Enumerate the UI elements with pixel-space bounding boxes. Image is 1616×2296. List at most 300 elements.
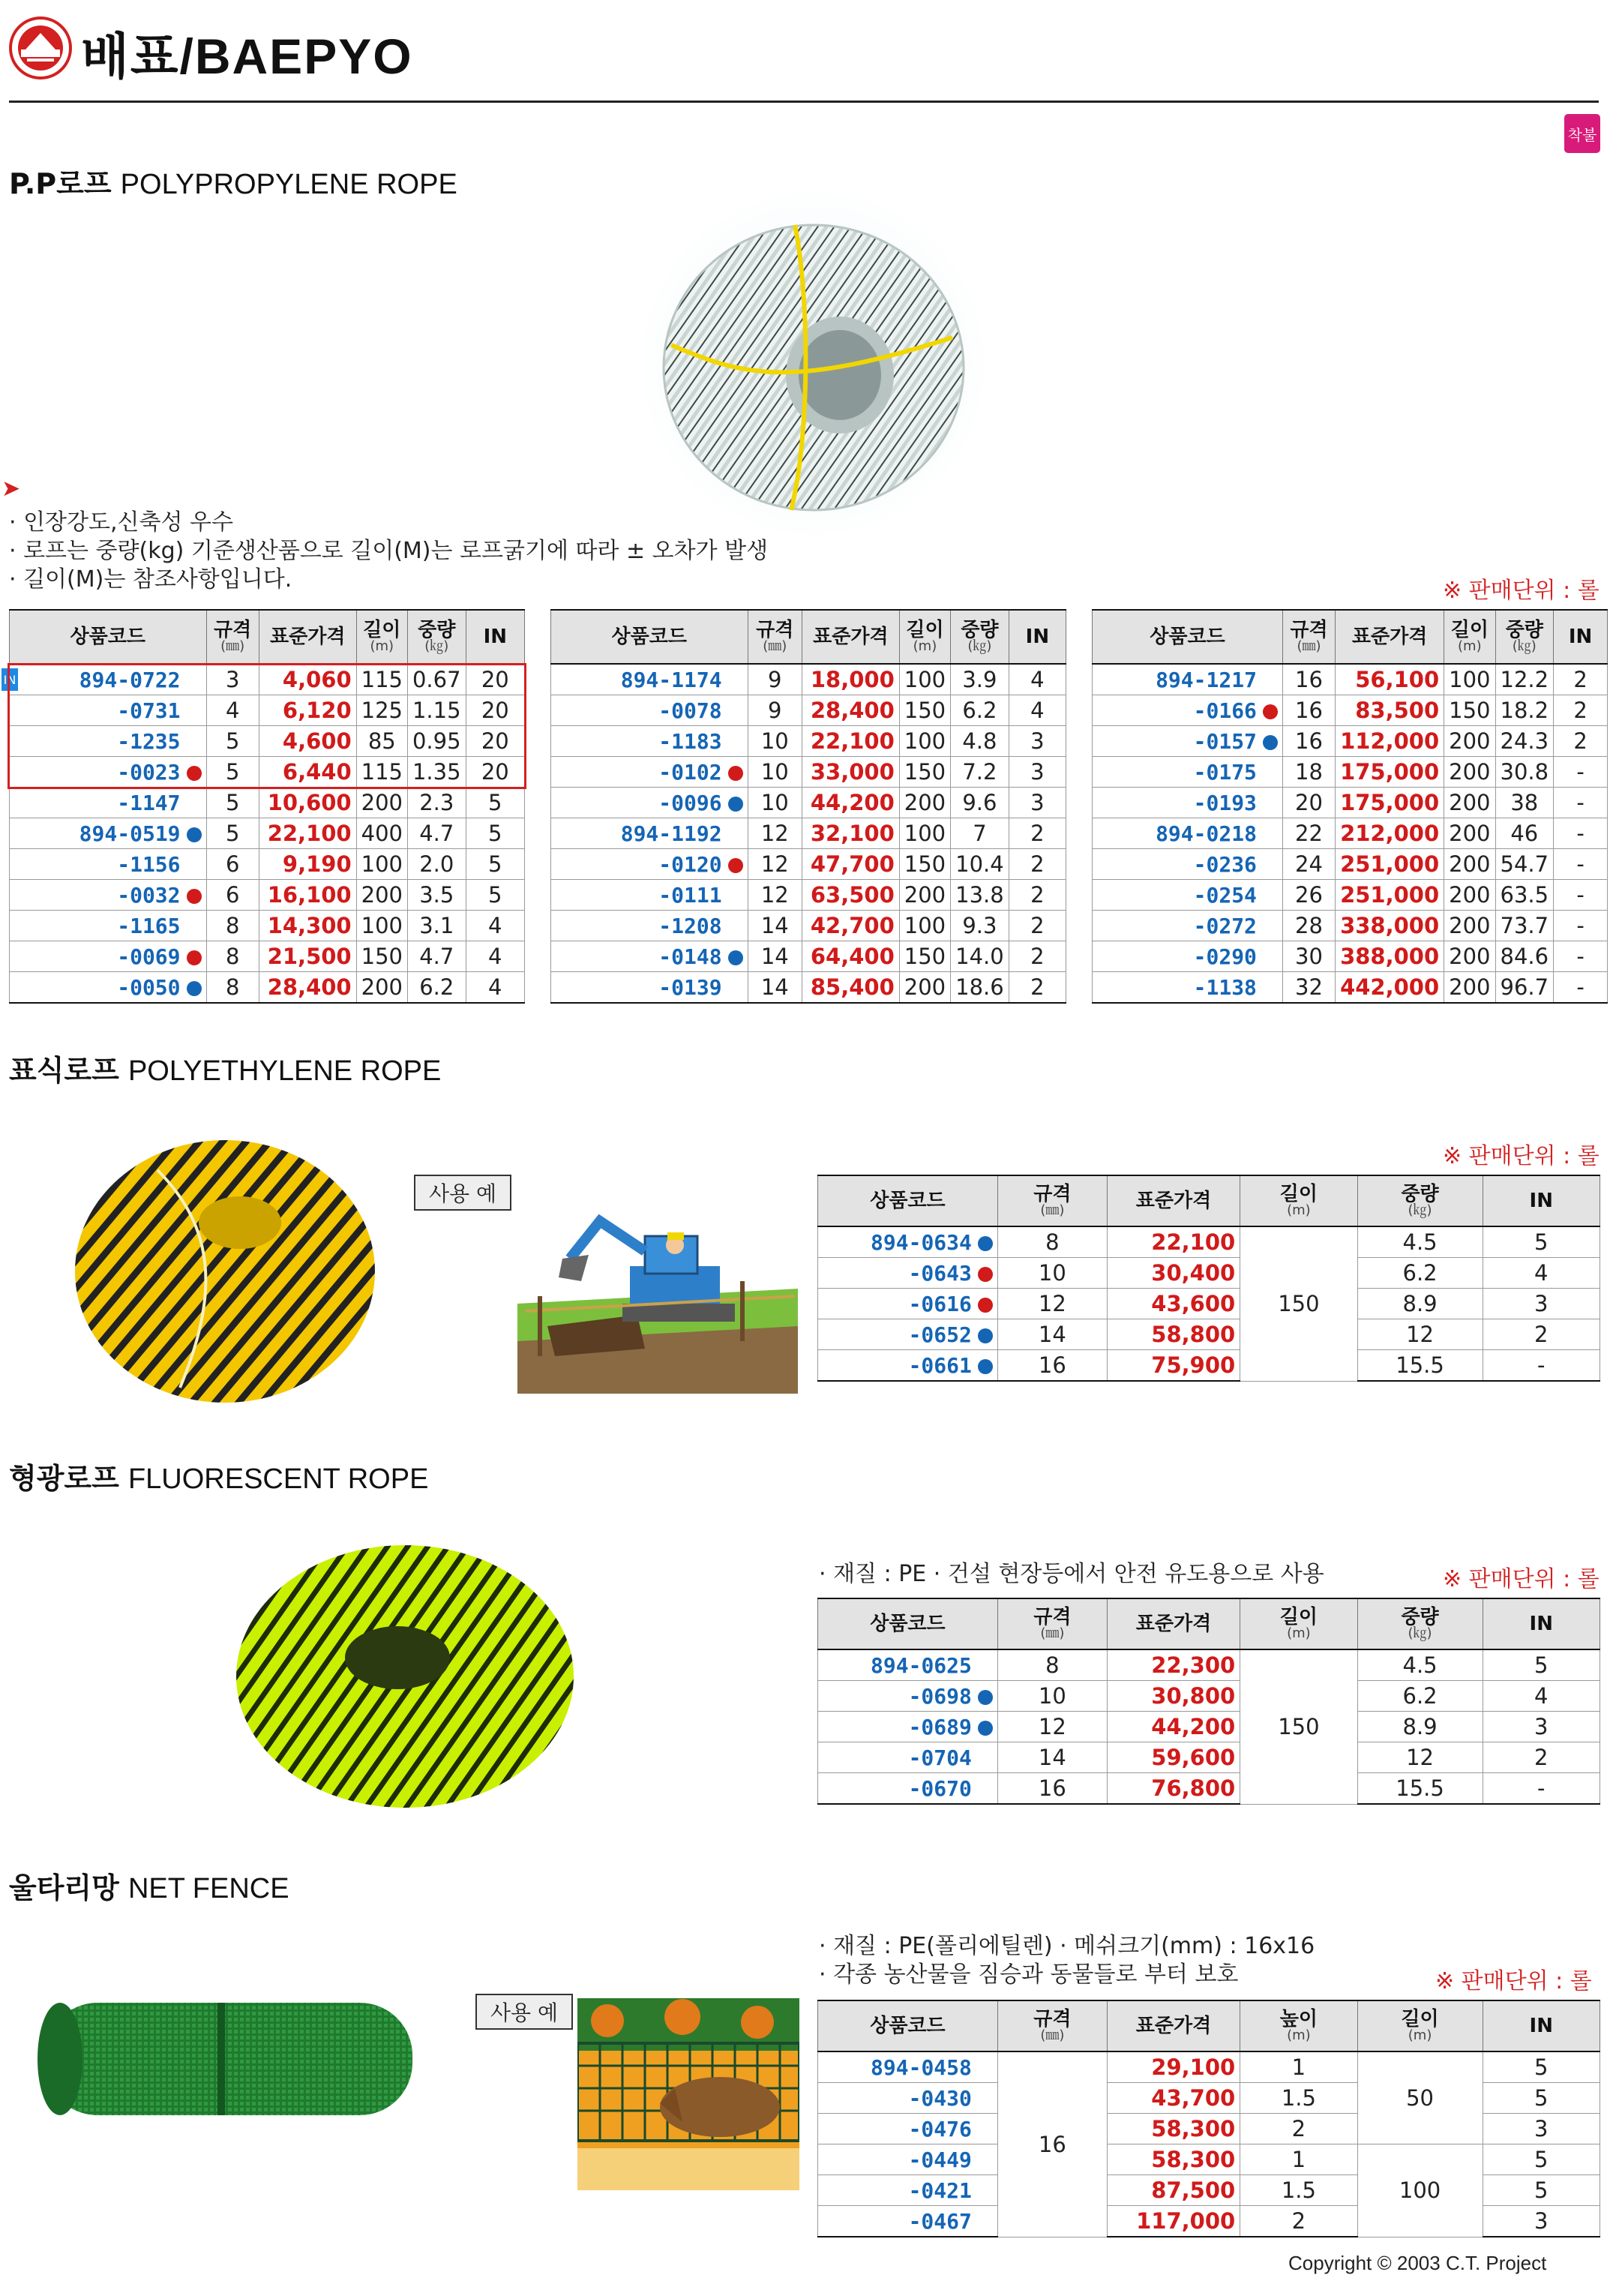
product-code-text: -0670	[908, 1775, 972, 1801]
sales-unit-label: ※ 판매단위 : 롤	[1443, 1566, 1600, 1592]
price-cell: 22,300	[1107, 1649, 1240, 1681]
table-row	[551, 726, 1066, 757]
section-title-kr: 표식로프	[9, 1054, 119, 1087]
spec-cell: 3	[206, 664, 259, 695]
table-row	[1093, 849, 1608, 880]
weight-cell: 18.2	[1495, 695, 1554, 726]
table-row	[818, 1319, 1600, 1350]
no-dot	[978, 1659, 993, 1674]
product-code-text: -0120	[658, 851, 722, 877]
spec-cell: 20	[1282, 788, 1335, 818]
in-cell: -	[1554, 972, 1608, 1004]
weight-cell: 2.0	[407, 849, 466, 880]
table-row	[10, 788, 525, 818]
spec-cell: 10	[748, 757, 802, 788]
product-code	[818, 1649, 998, 1681]
product-code-text: -0272	[1193, 913, 1257, 938]
blue-dot-icon	[978, 1328, 993, 1343]
product-code	[551, 941, 748, 972]
in-cell: 4	[1483, 1681, 1600, 1712]
header-code: 상품코드	[818, 2000, 998, 2051]
price-cell: 338,000	[1336, 911, 1444, 941]
fluo-rope-photo	[225, 1515, 585, 1830]
in-cell: -	[1554, 880, 1608, 911]
spec-cell: 6	[206, 880, 259, 911]
header-price: 표준가격	[802, 610, 899, 664]
spec-cell: 5	[206, 788, 259, 818]
price-cell: 175,000	[1336, 788, 1444, 818]
header-divider	[9, 101, 1599, 103]
header-in: IN	[1483, 2000, 1600, 2051]
spec-cell: 24	[1282, 849, 1335, 880]
weight-cell: 54.7	[1495, 849, 1554, 880]
price-cell: 33,000	[802, 757, 899, 788]
spec-cell: 10	[997, 1258, 1107, 1289]
weight-cell: 15.5	[1357, 1773, 1483, 1805]
header-weight: 중량 (㎏)	[1357, 1175, 1483, 1226]
product-code	[1093, 695, 1283, 726]
length-cell: 150	[899, 695, 950, 726]
header-spec-unit: (㎜)	[1040, 2027, 1065, 2043]
weight-cell: 10.4	[951, 849, 1009, 880]
section-title-en: POLYPROPYLENE ROPE	[120, 169, 457, 200]
red-dot-icon	[1263, 704, 1278, 719]
header-weight: 중량 (㎏)	[1357, 1598, 1483, 1649]
blue-dot-icon	[728, 797, 743, 812]
spec-cell: 10	[748, 788, 802, 818]
no-dot	[1263, 827, 1278, 842]
price-cell: 442,000	[1336, 972, 1444, 1004]
product-code-text: -0661	[908, 1352, 972, 1378]
table-row	[10, 972, 525, 1004]
in-cell: 5	[1483, 2083, 1600, 2114]
no-dot	[728, 981, 743, 996]
weight-cell: 6.2	[1357, 1258, 1483, 1289]
in-cell: -	[1554, 941, 1608, 972]
spec-cell: 16	[1282, 695, 1335, 726]
section-title-en: NET FENCE	[127, 1873, 289, 1904]
header-price: 표준가격	[1107, 1598, 1240, 1649]
no-dot	[187, 858, 202, 873]
header-price: 표준가격	[1107, 2000, 1240, 2051]
header-spec: 규격 (㎜)	[206, 610, 259, 664]
header-in: IN	[1483, 1175, 1600, 1226]
product-code-text: 894-1217	[1156, 667, 1257, 692]
product-code-text: -0023	[117, 759, 181, 785]
sales-unit-label: ※ 판매단위 : 롤	[1443, 1143, 1600, 1169]
table-row	[1093, 911, 1608, 941]
header-length: 길이 (m)	[899, 610, 950, 664]
product-code-text: 894-0519	[79, 821, 181, 846]
note-line: · 로프는 중량(kg) 기준생산품으로 길이(M)는 로프굵기에 따라 ± 오차가 발생	[9, 538, 769, 564]
header-spec-unit: (㎜)	[1040, 1202, 1065, 1218]
section-title-en: POLYETHYLENE ROPE	[127, 1055, 442, 1087]
section-title-kr: P.P로프	[9, 167, 112, 200]
length-cell: 100	[1357, 2144, 1483, 2237]
weight-cell: 30.8	[1495, 757, 1554, 788]
length-cell: 115	[356, 757, 407, 788]
in-cell: 20	[466, 695, 524, 726]
header-weight-unit: (㎏)	[1512, 638, 1537, 654]
blue-dot-icon	[978, 1359, 993, 1374]
product-code-text: -0467	[908, 2208, 972, 2234]
spec-cell: 12	[997, 1289, 1107, 1319]
weight-cell: 3.9	[951, 664, 1009, 695]
header-price: 표준가격	[1107, 1175, 1240, 1226]
product-code-text: -0449	[908, 2147, 972, 2172]
in-cell: 3	[1483, 2206, 1600, 2237]
spec-cell: 12	[748, 849, 802, 880]
header-code: 상품코드	[551, 610, 748, 664]
product-code	[818, 1350, 998, 1382]
price-cell: 22,100	[802, 726, 899, 757]
product-code-text: -0731	[117, 698, 181, 723]
in-cell: 3	[1009, 726, 1066, 757]
section-title-kr: 울타리망	[9, 1871, 119, 1904]
header-length: 길이 (m)	[1357, 2000, 1483, 2051]
spec-cell: 22	[1282, 818, 1335, 849]
in-cell: 2	[1009, 941, 1066, 972]
spec-cell: 9	[748, 695, 802, 726]
height-cell: 2	[1240, 2206, 1357, 2237]
note-line: · 길이(M)는 참조사항입니다.	[9, 566, 292, 593]
header-spec-unit: (㎜)	[1040, 1625, 1065, 1641]
fluo-rope-table	[817, 1598, 1600, 1805]
height-cell: 1	[1240, 2144, 1357, 2175]
product-code	[1093, 788, 1283, 818]
no-dot	[1263, 797, 1278, 812]
weight-cell: 12	[1357, 1319, 1483, 1350]
length-cell: 200	[1444, 880, 1495, 911]
price-cell: 87,500	[1107, 2175, 1240, 2206]
product-code-text: 894-0625	[871, 1652, 972, 1678]
section-title-en: FLUORESCENT ROPE	[127, 1463, 429, 1495]
pp-rope-table-3	[1092, 609, 1608, 1004]
product-code-text: -1165	[117, 913, 181, 938]
no-dot	[1263, 950, 1278, 965]
product-code-text: -0175	[1193, 759, 1257, 785]
header-spec-unit: (㎜)	[220, 638, 245, 654]
in-cell: 5	[466, 880, 524, 911]
price-cell: 63,500	[802, 880, 899, 911]
length-cell: 200	[356, 880, 407, 911]
example-label: 사용 예	[414, 1175, 511, 1211]
no-dot	[978, 1751, 993, 1766]
length-cell: 125	[356, 695, 407, 726]
product-code	[818, 1258, 998, 1289]
table-row	[551, 695, 1066, 726]
no-dot	[1263, 889, 1278, 904]
product-code	[551, 972, 748, 1004]
product-code	[818, 2206, 998, 2237]
length-cell: 100	[356, 911, 407, 941]
table-row	[551, 911, 1066, 941]
in-cell: -	[1554, 849, 1608, 880]
table-row	[1093, 880, 1608, 911]
spec-cell: 10	[997, 1681, 1107, 1712]
weight-cell: 38	[1495, 788, 1554, 818]
in-cell: 2	[1009, 818, 1066, 849]
weight-cell: 1.35	[407, 757, 466, 788]
no-dot	[978, 1782, 993, 1797]
spec-cell: 16	[1282, 664, 1335, 695]
spec-cell: 14	[748, 941, 802, 972]
header-length-unit: (m)	[1408, 2027, 1432, 2043]
product-code-text: -0616	[908, 1291, 972, 1316]
product-code	[818, 1742, 998, 1773]
no-dot	[1263, 766, 1278, 781]
price-cell: 58,300	[1107, 2144, 1240, 2175]
price-cell: 22,100	[1107, 1226, 1240, 1258]
product-code	[1093, 941, 1283, 972]
spec-cell: 16	[1282, 726, 1335, 757]
weight-cell: 46	[1495, 818, 1554, 849]
product-code-text: 894-0458	[871, 2054, 972, 2080]
no-dot	[1263, 981, 1278, 996]
table-row	[10, 849, 525, 880]
spec-cell: 8	[206, 972, 259, 1004]
table-row	[551, 849, 1066, 880]
header-length: 길이 (m)	[1444, 610, 1495, 664]
length-cell: 150	[1240, 1649, 1357, 1804]
height-cell: 1.5	[1240, 2175, 1357, 2206]
header-price: 표준가격	[1336, 610, 1444, 664]
net-fence-table	[817, 2000, 1600, 2237]
spec-cell: 6	[206, 849, 259, 880]
red-dot-icon	[187, 950, 202, 965]
length-cell: 100	[899, 911, 950, 941]
weight-cell: 84.6	[1495, 941, 1554, 972]
length-cell: 100	[899, 818, 950, 849]
table-header-row	[10, 610, 525, 664]
price-cell: 9,190	[259, 849, 356, 880]
arrow-marker: ➤	[1, 476, 21, 502]
length-cell: 200	[356, 788, 407, 818]
header-in: IN	[466, 610, 524, 664]
spec-cell: 9	[748, 664, 802, 695]
product-code	[818, 1681, 998, 1712]
pe-rope-table	[817, 1175, 1600, 1382]
no-dot	[1263, 858, 1278, 873]
length-cell: 200	[899, 788, 950, 818]
spec-cell: 5	[206, 818, 259, 849]
boar-illustration	[577, 1998, 799, 2190]
length-cell: 100	[899, 726, 950, 757]
weight-cell: 4.7	[407, 941, 466, 972]
in-cell: 3	[1483, 1289, 1600, 1319]
weight-cell: 12.2	[1495, 664, 1554, 695]
product-code-text: -0102	[658, 759, 722, 785]
header-spec: 규격 (㎜)	[997, 1175, 1107, 1226]
product-code	[1093, 911, 1283, 941]
no-dot	[728, 704, 743, 719]
length-cell: 200	[899, 880, 950, 911]
product-code	[818, 1319, 998, 1350]
price-cell: 14,300	[259, 911, 356, 941]
red-dot-icon	[187, 889, 202, 904]
blue-dot-icon	[728, 950, 743, 965]
no-dot	[728, 920, 743, 935]
product-code-text: -0032	[117, 882, 181, 908]
product-code	[551, 695, 748, 726]
table-row	[10, 818, 525, 849]
weight-cell: 13.8	[951, 880, 1009, 911]
product-code	[1093, 664, 1283, 695]
product-code-text: -1147	[117, 790, 181, 815]
length-cell: 50	[1357, 2051, 1483, 2144]
product-code-text: 894-0218	[1156, 821, 1257, 846]
no-dot	[1263, 674, 1278, 689]
red-dot-icon	[728, 858, 743, 873]
length-cell: 150	[899, 849, 950, 880]
product-code	[818, 2051, 998, 2083]
header-weight: 중량 (㎏)	[1495, 610, 1554, 664]
table-row	[551, 972, 1066, 1004]
weight-cell: 0.95	[407, 726, 466, 757]
length-cell: 200	[1444, 941, 1495, 972]
length-cell: 150	[899, 757, 950, 788]
product-code-text: 894-1192	[620, 821, 722, 846]
price-cell: 58,800	[1107, 1319, 1240, 1350]
spec-cell: 26	[1282, 880, 1335, 911]
no-dot	[728, 889, 743, 904]
table-header-row	[818, 2000, 1600, 2051]
product-code	[551, 818, 748, 849]
price-cell: 28,400	[259, 972, 356, 1004]
table-row	[551, 880, 1066, 911]
length-cell: 85	[356, 726, 407, 757]
price-cell: 32,100	[802, 818, 899, 849]
weight-cell: 6.2	[951, 695, 1009, 726]
spec-cell: 10	[748, 726, 802, 757]
in-cell: 5	[1483, 2051, 1600, 2083]
header-spec-unit: (㎜)	[1297, 638, 1321, 654]
length-cell: 100	[1444, 664, 1495, 695]
price-cell: 47,700	[802, 849, 899, 880]
in-cell: -	[1483, 1773, 1600, 1805]
table-header-row	[1093, 610, 1608, 664]
price-cell: 28,400	[802, 695, 899, 726]
in-marker: IN	[1, 668, 18, 691]
spec-cell: 8	[997, 1649, 1107, 1681]
in-cell: -	[1554, 911, 1608, 941]
no-dot	[728, 827, 743, 842]
spec-cell: 12	[748, 880, 802, 911]
product-code-text: -0139	[658, 974, 722, 1000]
spec-cell: 8	[206, 941, 259, 972]
product-code-text: -0689	[908, 1714, 972, 1739]
table-row	[1093, 664, 1608, 695]
product-code-text: -0290	[1193, 944, 1257, 969]
in-cell: 4	[1483, 1258, 1600, 1289]
length-cell: 200	[1444, 911, 1495, 941]
price-cell: 43,700	[1107, 2083, 1240, 2114]
note-line: · 인장강도,신축성 우수	[9, 509, 233, 536]
product-code	[10, 818, 207, 849]
spec-cell: 14	[997, 1319, 1107, 1350]
product-code-text: -0421	[908, 2177, 972, 2203]
weight-cell: 6.2	[1357, 1681, 1483, 1712]
header-length: 길이 (m)	[356, 610, 407, 664]
in-cell: 2	[1009, 849, 1066, 880]
product-code-text: -1138	[1193, 974, 1257, 1000]
in-cell: -	[1554, 757, 1608, 788]
sales-unit-label: ※ 판매단위 : 롤	[1435, 1968, 1592, 1994]
blue-dot-icon	[187, 827, 202, 842]
header-price: 표준가격	[259, 610, 356, 664]
weight-cell: 18.6	[951, 972, 1009, 1004]
in-cell: 3	[1483, 2114, 1600, 2144]
length-cell: 150	[899, 941, 950, 972]
table-row	[1093, 941, 1608, 972]
no-dot	[978, 2123, 993, 2138]
price-cell: 212,000	[1336, 818, 1444, 849]
in-cell: 2	[1554, 726, 1608, 757]
header-spec: 규격 (㎜)	[997, 2000, 1107, 2051]
weight-cell: 3.5	[407, 880, 466, 911]
spec-cell: 30	[1282, 941, 1335, 972]
price-cell: 117,000	[1107, 2206, 1240, 2237]
no-dot	[978, 2184, 993, 2199]
in-cell: 3	[1009, 757, 1066, 788]
length-cell: 200	[1444, 849, 1495, 880]
header-length-unit: (m)	[1287, 1202, 1311, 1218]
spec-cell: 5	[206, 726, 259, 757]
product-code	[551, 788, 748, 818]
in-cell: 2	[1554, 695, 1608, 726]
header-weight-unit: (㎏)	[967, 638, 992, 654]
table-row	[551, 664, 1066, 695]
product-code	[10, 880, 207, 911]
blue-dot-icon	[978, 1690, 993, 1705]
length-cell: 115	[356, 664, 407, 695]
length-cell: 200	[1444, 818, 1495, 849]
product-code-text: -0254	[1193, 882, 1257, 908]
table-row	[818, 2114, 1600, 2144]
price-cell: 30,800	[1107, 1681, 1240, 1712]
table-row	[818, 1773, 1600, 1805]
header-height: 높이 (m)	[1240, 2000, 1357, 2051]
in-cell: 5	[1483, 1649, 1600, 1681]
product-code	[551, 849, 748, 880]
table-row	[818, 1226, 1600, 1258]
spec-cell: 32	[1282, 972, 1335, 1004]
price-cell: 18,000	[802, 664, 899, 695]
product-code-text: -0096	[658, 790, 722, 815]
weight-cell: 9.3	[951, 911, 1009, 941]
product-code	[818, 2114, 998, 2144]
spec-cell: 8	[206, 911, 259, 941]
header-spec-unit: (㎜)	[763, 638, 787, 654]
length-cell: 150	[1240, 1226, 1357, 1381]
price-cell: 4,060	[259, 664, 356, 695]
header-length-unit: (m)	[1458, 638, 1482, 654]
product-code	[1093, 726, 1283, 757]
no-dot	[187, 920, 202, 935]
no-dot	[978, 2215, 993, 2230]
product-code	[818, 1712, 998, 1742]
in-cell: 4	[466, 941, 524, 972]
example-label: 사용 예	[475, 1994, 573, 2030]
price-cell: 42,700	[802, 911, 899, 941]
weight-cell: 7	[951, 818, 1009, 849]
in-cell: 2	[1009, 880, 1066, 911]
note-line: · 재질 : PE(폴리에틸렌) · 메쉬크기(mm) : 16x16	[819, 1933, 1315, 1959]
table-row	[818, 2206, 1600, 2237]
product-code	[1093, 849, 1283, 880]
table-row	[818, 2144, 1600, 2175]
header-height-unit: (m)	[1287, 2027, 1311, 2043]
